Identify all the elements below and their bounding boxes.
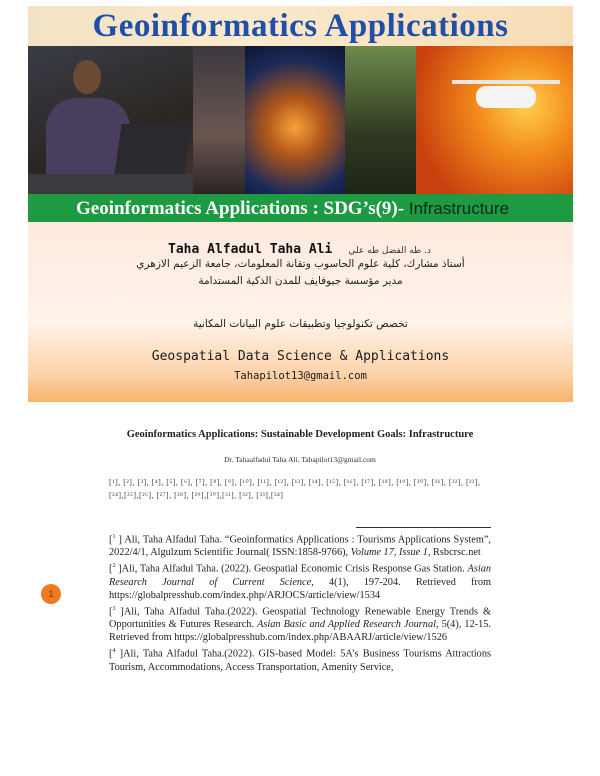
page-number-badge: 1 xyxy=(41,584,61,604)
footnote-number: 1 xyxy=(112,534,116,540)
speaker-head xyxy=(73,60,101,94)
footnote-3: [$^3$ ]Ali, Taha Alfadul Taha.(2022). Geospatial Technology Renewable Energy Trends & Opportunities & Futures Research. Asian Basic and Applied Research Journal, 5(4), 12-15. Retrieved from https://globalpresshub.com/index.php/ABAARJ/article/view/1526 xyxy=(109,605,491,644)
photo-collage xyxy=(28,46,573,194)
footnote-tail: , 4(1), 197-204. Retrieved from https://globalpresshub.com/index.php/ARJOCS/article/view/1534 xyxy=(109,576,491,601)
affiliation-ar: أستاذ مشارك، كلية علوم الحاسوب وتقانة المعلومات، جامعة الزعيم الازهري xyxy=(136,258,465,270)
footnote-number: 3 xyxy=(112,605,116,612)
drone-icon xyxy=(476,86,536,108)
footnote-italic: Volume 17, Issue 1, xyxy=(350,547,431,559)
footnote-text: ]Ali, Taha Alfadul Taha. (2022). Geospatial Economic Crisis Response Gas Station. xyxy=(115,563,468,575)
footnote-tail: Rsbcrsc.net xyxy=(430,547,481,559)
footnotes xyxy=(109,531,491,675)
drone-sunset-photo xyxy=(416,46,573,194)
footnote-2: [$^2$ ]Ali, Taha Alfadul Taha. (2022). Geospatial Economic Crisis Response Gas Station. Asian Research Journal of Current Science, 4(1), 197-204. Retrieved from https://globalpresshub.com/index.php/ARJOCS/article/view/1534 xyxy=(109,563,491,601)
drone-arm xyxy=(452,80,560,84)
footnote-italic: Asian Research Journal of Current Science xyxy=(109,563,491,588)
footnote-italic: Asian Basic and Applied Research Journal xyxy=(257,619,436,631)
specialty-en: Geospatial Data Science & Applications xyxy=(151,349,450,364)
laptop-shape xyxy=(114,124,191,174)
subtitle-main: Geoinformatics Applications : SDG’s(9)- xyxy=(76,198,409,219)
position-ar: مدير مؤسسة جيوفايف للمدن الذكية المستدامة xyxy=(198,275,403,287)
banner-email: Tahapilot13@gmail.com xyxy=(234,370,367,382)
footnote-text: ]Ali, Taha Alfadul Taha.(2022). GIS-based Model: 5A’s Business Tourisms Attractions Tourism, Accommodations, Access Transportation, Amenity Service, xyxy=(109,648,491,673)
banner-title: Geoinformatics Applications xyxy=(92,8,509,44)
footnote-separator xyxy=(356,527,491,528)
author-name-en: Taha Alfadul Taha Ali xyxy=(168,242,333,257)
footnote-number: 2 xyxy=(112,563,116,570)
reference-markers-line-1: [¹], [²], [³], [⁴], [⁵], [⁶], [⁷], [⁸], [⁹], [¹⁰], [¹¹], [¹²], [¹³], [¹⁴], [¹⁵], [¹⁶], [¹⁷], [¹⁸], [¹⁹], [²⁰], [²¹], [²²], [²³], xyxy=(109,478,481,487)
subtitle-text xyxy=(76,198,509,220)
footnote-number: 4 xyxy=(112,648,116,655)
document-title: Geoinformatics Applications: Sustainable Development Goals: Infrastructure xyxy=(126,429,474,440)
vr-photo xyxy=(193,46,245,194)
author-line: Dr. Tahaalfadul Taha Ali, Tahapilot13@gmail.com xyxy=(224,455,376,464)
network-city-photo xyxy=(245,46,345,194)
footnote-tail: , 5(4), 12-15. Retrieved from https://globalpresshub.com/index.php/ABAARJ/article/view/1526 xyxy=(109,619,491,644)
name-row xyxy=(168,240,508,258)
footnote-4: [$^4$ ]Ali, Taha Alfadul Taha.(2022). GIS-based Model: 5A’s Business Tourisms Attractions Tourism, Accommodations, Access Transportation, Amenity Service, xyxy=(109,648,491,673)
author-name-ar: د. طه الفضل طه علي xyxy=(348,246,431,256)
reference-markers-line-2: [²⁴],[²⁵],[²⁶], [²⁷], [²⁸], [²⁹],[³⁰],[³¹], [³²], [³³],[³⁴] xyxy=(109,491,284,500)
footnote-text: ]Ali, Taha Alfadul Taha.(2022). Geospatial Technology Renewable Energy Trends & Opportunities & Futures Research. xyxy=(109,606,491,631)
field-worker-photo xyxy=(345,46,416,194)
speaker-photo xyxy=(28,46,193,194)
desk-shape xyxy=(28,174,193,194)
footnote-1: [$^1$ ] Ali, Taha Alfadul Taha. “Geoinformatics Applications : Tourisms Applications System”, 2022/4/1, Algulzum Scientific Journal( ISSN:1858-9766), Volume 17, Issue 1, Rsbcrsc.net xyxy=(109,534,491,559)
specialty-ar: تخصص تكنولوجيا وتطبيقات علوم البيانات المكانية xyxy=(193,318,408,330)
subtitle-highlight: Infrastructure xyxy=(408,199,509,218)
footnote-text: ] Ali, Taha Alfadul Taha. “Geoinformatics Applications : Tourisms Applications System”, 2022/4/1, Algulzum Scientific Journal( ISSN:1858-9766), xyxy=(109,534,491,559)
